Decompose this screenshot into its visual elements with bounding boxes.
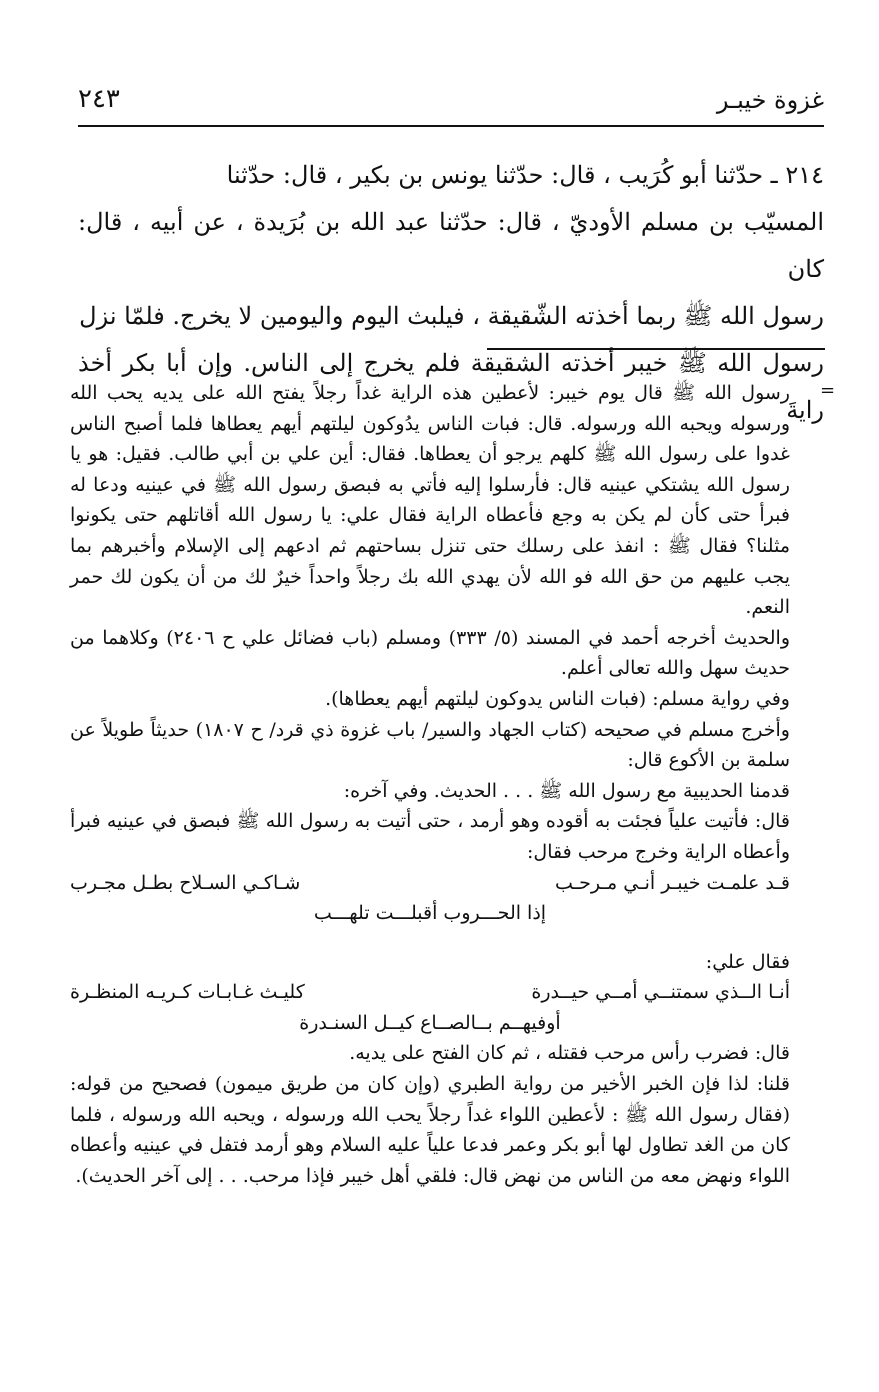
verse-line: إذا الحـــروب أقبلـــت تلهـــب xyxy=(313,902,547,925)
poem-ali xyxy=(70,977,790,1038)
footnote-paragraph: والحديث أخرجه أحمد في المسند (٥/ ٣٣٣) ومسلم (باب فضائل علي ح ٢٤٠٦) وكلاهما من حديث سهل والله تعالى أعلم. xyxy=(70,626,790,680)
verse-line: أوفيهــم بــالصــاع كيــل السنـدرة xyxy=(299,1011,561,1034)
main-text-line: ٢١٤ ـ حدّثنا أبو كُرَيب ، قال: حدّثنا يونس بن بكير ، قال: حدّثنا xyxy=(226,161,824,189)
verse-hemistich: أنـا الــذي سمتنــي أمــي حيــدرة xyxy=(531,981,790,1004)
footnotes xyxy=(70,378,790,1191)
main-text-line: المسيّب بن مسلم الأوديّ ، قال: حدّثنا عبد الله بن بُرَيدة ، عن أبيه ، قال: كان xyxy=(78,208,824,283)
verse-hemistich: كليـث غـابـات كـريـه المنظـرة xyxy=(70,981,305,1004)
poem-marhab xyxy=(70,868,790,929)
footnote-paragraph: قلنا: لذا فإن الخبر الأخير من رواية الطبري (وإن كان من طريق ميمون) فصحيح من قوله: (فقال رسول الله ﷺ : لأعطين اللواء غداً رجلاً يحب الله ورسوله ، ويحبه الله ورسوله ، فلما كان من الغد تطاول لها أبو بكر وعمر فدعا علياً عليه السلام وهو أرمد فتفل في عينيه وأعطاه اللواء ونهض معه من الناس من نهض قال: فلقي أهل خيبر فإذا مرحب. . . إلى آخر الحديث). xyxy=(70,1073,790,1187)
header-rule xyxy=(78,125,824,127)
running-header xyxy=(78,82,824,126)
main-text-line: رسول الله ﷺ خيبر أخذته الشقيقة فلم يخرج إلى الناس. وإن أبا بكر أخذ رايةَ xyxy=(78,349,824,424)
verse-hemistich: قـد علمـت خيبـر أنـي مـرحـب xyxy=(554,871,790,894)
page-number: ٢٤٣ xyxy=(78,84,120,114)
footnote-paragraph: قال: فأتيت علياً فجئت به أقوده وهو أرمد ، حتى أتيت به رسول الله ﷺ فبصق في عينيه فبرأ وأعطاه الراية وخرج مرحب فقال: xyxy=(70,810,790,863)
footnote-paragraph: قدمنا الحديبية مع رسول الله ﷺ . . . الحديث. وفي آخره: xyxy=(343,779,790,802)
main-text-line: رسول الله ﷺ ربما أخذته الشّقيقة ، فيلبث اليوم واليومين لا يخرج. فلمّا نزل xyxy=(79,302,824,330)
footnote-paragraph: وفي رواية مسلم: (فبات الناس يدوكون ليلتهم أيهم يعطاها). xyxy=(325,687,790,710)
chapter-title: غزوة خيبـر xyxy=(716,86,824,114)
verse-hemistich: شـاكـي السـلاح بطـل مجـرب xyxy=(70,871,301,894)
continuation-mark: = xyxy=(820,380,836,401)
footnote-paragraph: وأخرج مسلم في صحيحه (كتاب الجهاد والسير/ باب غزوة ذي قرد/ ح ١٨٠٧) حديثاً طويلاً عن سلمة بن الأكوع قال: xyxy=(70,718,790,772)
footnote-separator xyxy=(487,348,825,350)
footnote-paragraph: قال: فضرب رأس مرحب فقتله ، ثم كان الفتح على يديه. xyxy=(349,1042,790,1065)
footnote-paragraph: فقال علي: xyxy=(705,950,790,973)
footnote-paragraph: رسول الله ﷺ قال يوم خيبر: لأعطين هذه الراية غداً رجلاً يفتح الله على يديه يحب الله ورسوله ويحبه الله ورسوله. قال: فبات الناس يدُوكون ليلتهم أيهم يعطاها فلما أصبح الناس غدوا على رسول الله ﷺ كلهم يرجو أن يعطاها. فقال: أين علي بن أبي طالب. فقيل: هو يا رسول الله يشتكي عينيه قال: فأرسلوا إليه فأتي به فبصق رسول الله ﷺ في عينيه ودعا له فبرأ حتى كأن لم يكن به وجع فأعطاه الراية فقال علي: يا رسول الله أقاتلهم حتى يكونوا مثلنا؟ فقال ﷺ : انفذ على رسلك حتى تنزل بساحتهم ثم ادعهم إلى الإسلام وأخبرهم بما يجب عليهم من حق الله فو الله لأن يهدي الله بك رجلاً واحداً خيرٌ لك من أن يكون لك حمر النعم. xyxy=(70,382,790,619)
